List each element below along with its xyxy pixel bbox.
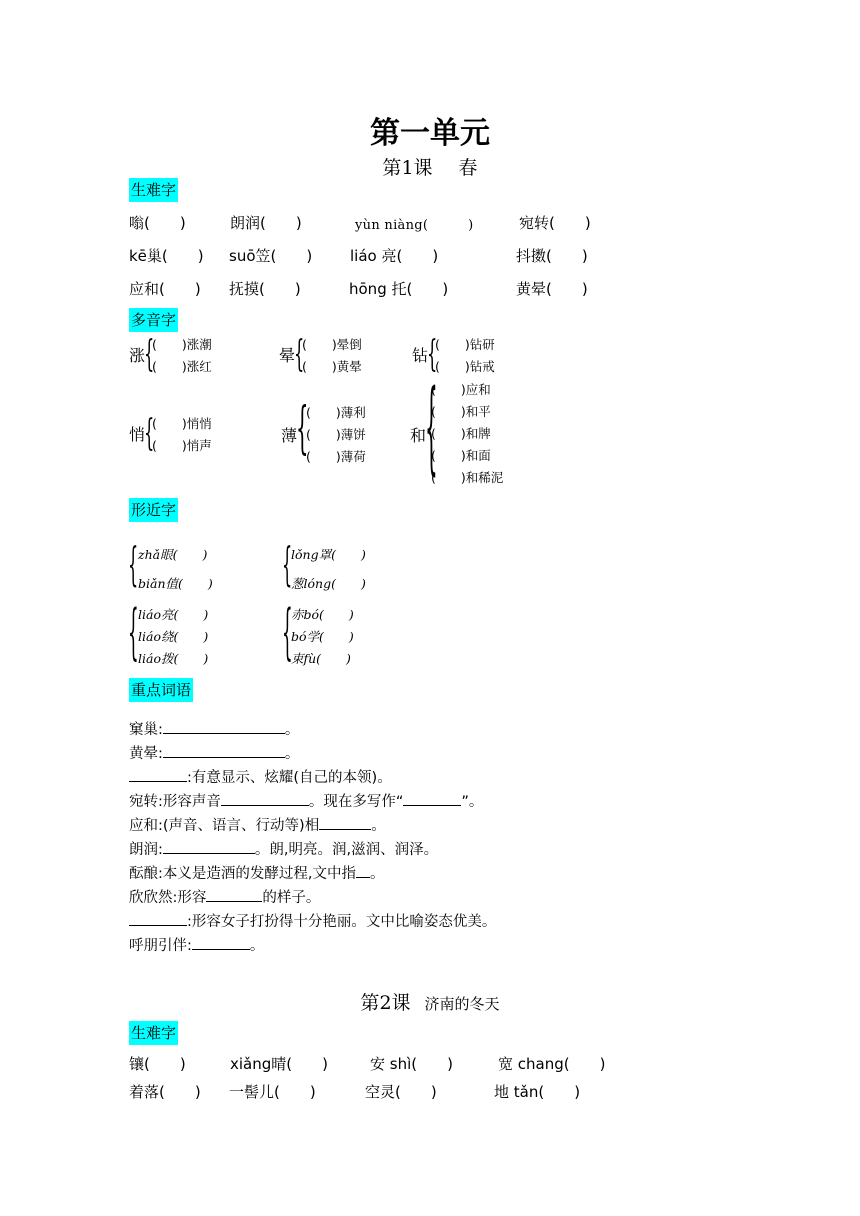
lesson1-title: 第1课 春 <box>382 157 478 179</box>
sn-1-1: 嗡( ) <box>129 214 186 232</box>
answer-blank[interactable] <box>129 767 187 782</box>
duoyin-option: ( )涨潮 <box>152 337 212 352</box>
vocab-line: 应和:(声音、语言、行动等)相 。 <box>129 814 386 835</box>
l2-sn-1-2: xiǎng晴( ) <box>230 1055 328 1073</box>
duoyin-option: ( )钻戒 <box>435 359 495 374</box>
brace: { <box>294 334 305 375</box>
sn-1-4: 宛转( ) <box>519 214 591 232</box>
answer-blank[interactable] <box>221 791 309 806</box>
xingjin-item: bó学( ) <box>291 629 354 644</box>
vocab-line: 窠巢: 。 <box>129 718 299 739</box>
duoyin-option: ( )薄饼 <box>306 427 366 442</box>
xingjin-item: 赤bó( ) <box>291 607 354 622</box>
sn-3-2: 抚摸( ) <box>229 280 301 298</box>
answer-blank[interactable] <box>192 935 250 950</box>
duoyin-char-yun: 晕 <box>279 346 296 365</box>
duoyin-char-qiao: 悄 <box>129 425 146 444</box>
xingjin-item: 葱lóng( ) <box>291 576 366 591</box>
brace: { <box>296 396 309 461</box>
l2-sn-2-2: 一髻儿( ) <box>229 1083 316 1101</box>
duoyin-option: ( )涨红 <box>152 359 212 374</box>
xingjin-item: zhǎ眼( ) <box>138 547 208 562</box>
section-duoyin: 多音字 <box>129 308 178 332</box>
brace: { <box>144 413 155 454</box>
duoyin-option: ( )悄声 <box>152 438 212 453</box>
section-shengnan-2: 生难字 <box>129 1021 178 1045</box>
duoyin-option: ( )薄利 <box>306 405 366 420</box>
xingjin-item: biǎn值( ) <box>138 576 213 591</box>
sn-3-3: hōng 托( ) <box>349 280 449 298</box>
answer-blank[interactable] <box>206 887 262 902</box>
l2-sn-1-4: 宽 chang( ) <box>498 1055 606 1073</box>
xingjin-item: lǒng罩( ) <box>291 547 366 562</box>
vocab-line: :有意显示、炫耀(自己的本领)。 <box>129 766 392 787</box>
vocab-line: :形容女子打扮得十分艳丽。文中比喻姿态优美。 <box>129 910 496 931</box>
duoyin-option: ( )和平 <box>431 404 491 419</box>
brace: { <box>425 368 438 485</box>
answer-blank[interactable] <box>163 839 255 854</box>
brace: { <box>128 537 139 591</box>
answer-blank[interactable] <box>319 815 371 830</box>
brace: { <box>144 334 155 375</box>
lesson2-title: 第2课 济南的冬天 <box>360 992 500 1014</box>
duoyin-option: ( )应和 <box>431 382 491 397</box>
duoyin-char-zhang: 涨 <box>129 346 146 365</box>
sn-3-4: 黄晕( ) <box>516 280 588 298</box>
duoyin-option: ( )和牌 <box>431 426 491 441</box>
duoyin-char-he: 和 <box>410 426 427 445</box>
answer-blank[interactable] <box>356 863 370 878</box>
brace: { <box>282 537 293 591</box>
l2-sn-1-3: 安 shì( ) <box>370 1055 453 1073</box>
sn-2-1: kē巢( ) <box>129 247 204 265</box>
duoyin-option: ( )钻研 <box>435 337 495 352</box>
xingjin-item: liáo拨( ) <box>138 651 209 666</box>
vocab-line: 欣欣然:形容 的样子。 <box>129 886 320 907</box>
duoyin-option: ( )薄荷 <box>306 449 366 464</box>
section-xingjin: 形近字 <box>129 498 178 522</box>
answer-blank[interactable] <box>129 911 187 926</box>
sn-2-2: suō笠( ) <box>229 247 313 265</box>
brace: { <box>282 597 293 667</box>
vocab-line: 呼朋引伴: 。 <box>129 934 264 955</box>
answer-blank[interactable] <box>163 719 285 734</box>
l2-sn-2-1: 着落( ) <box>129 1083 201 1101</box>
vocab-line: 黄晕: 。 <box>129 742 299 763</box>
unit-title: 第一单元 <box>370 116 490 151</box>
duoyin-option: ( )和稀泥 <box>431 470 504 485</box>
answer-blank[interactable] <box>403 791 461 806</box>
xingjin-item: liáo亮( ) <box>138 607 209 622</box>
duoyin-option: ( )和面 <box>431 448 491 463</box>
xingjin-item: liáo绕( ) <box>138 629 209 644</box>
sn-2-3: liáo 亮( ) <box>350 247 439 265</box>
sn-1-3: yùn niàng( ) <box>355 218 474 233</box>
l2-sn-2-3: 空灵( ) <box>365 1083 437 1101</box>
sn-3-1: 应和( ) <box>129 280 201 298</box>
vocab-line: 酝酿:本义是造酒的发酵过程,文中指 。 <box>129 862 385 883</box>
l2-sn-1-1: 镶( ) <box>129 1055 186 1073</box>
duoyin-option: ( )晕倒 <box>302 337 362 352</box>
brace: { <box>128 597 139 667</box>
vocab-line: 朗润: 。朗,明亮。润,滋润、润泽。 <box>129 838 438 859</box>
l2-sn-2-4: 地 tǎn( ) <box>494 1083 581 1101</box>
sn-1-2: 朗润( ) <box>230 214 302 232</box>
duoyin-char-zuan: 钻 <box>412 346 429 365</box>
duoyin-option: ( )悄悄 <box>152 416 212 431</box>
xingjin-item: 束fù( ) <box>291 651 351 666</box>
answer-blank[interactable] <box>163 743 285 758</box>
duoyin-char-bao: 薄 <box>281 426 298 445</box>
section-shengnan: 生难字 <box>129 178 178 202</box>
section-ciyu: 重点词语 <box>129 678 193 702</box>
vocab-line: 宛转:形容声音 。现在多写作“ ”。 <box>129 790 483 811</box>
duoyin-option: ( )黄晕 <box>302 359 362 374</box>
sn-2-4: 抖擞( ) <box>516 247 588 265</box>
brace: { <box>427 334 438 375</box>
